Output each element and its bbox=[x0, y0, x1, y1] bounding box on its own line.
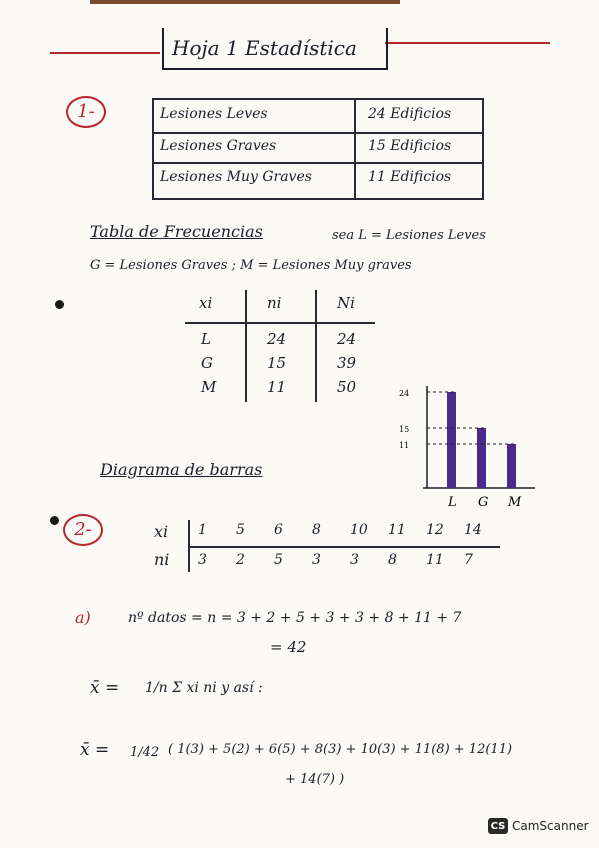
bullet bbox=[50, 516, 59, 525]
building-count: 24 Edificios bbox=[368, 106, 452, 122]
row-label-ni: ni bbox=[154, 550, 170, 569]
y-tick-label: 11 bbox=[399, 441, 410, 450]
legend-line-2: G = Lesiones Graves ; M = Lesiones Muy graves bbox=[90, 258, 412, 273]
mean-calc-line-1: ( 1(3) + 5(2) + 6(5) + 8(3) + 10(3) + 11(8) + 12(11) bbox=[168, 742, 513, 757]
building-count: 11 Edificios bbox=[368, 169, 452, 185]
ni-value: 3 bbox=[350, 552, 359, 568]
injury-type: Lesiones Muy Graves bbox=[160, 169, 312, 185]
x-tick-label: M bbox=[508, 495, 522, 510]
cell-ni: 11 bbox=[267, 378, 287, 396]
cell-ni: 24 bbox=[267, 330, 287, 348]
header-rule-right bbox=[385, 42, 550, 44]
frequency-table-title: Tabla de Frecuencias bbox=[90, 222, 263, 241]
cell-xi: M bbox=[201, 378, 217, 396]
table-row bbox=[154, 138, 482, 166]
col-header-Ni: Ni bbox=[337, 294, 355, 312]
ni-value: 11 bbox=[426, 552, 444, 568]
xi-value: 8 bbox=[312, 522, 321, 538]
cell-Ni: 50 bbox=[337, 378, 357, 396]
legend-line-1: sea L = Lesiones Leves bbox=[332, 228, 486, 243]
row-label-xi: xi bbox=[154, 522, 169, 541]
camscanner-brand: CamScanner bbox=[512, 819, 589, 833]
col-header-xi: xi bbox=[199, 294, 213, 312]
table-rule bbox=[188, 546, 500, 548]
camscanner-logo: CS bbox=[488, 818, 508, 834]
cell-xi: G bbox=[201, 354, 213, 372]
mean-calc-fraction: 1/42 bbox=[130, 745, 160, 760]
xi-value: 6 bbox=[274, 522, 283, 538]
bar bbox=[507, 444, 516, 488]
bar bbox=[477, 428, 486, 488]
bar-diagram-title: Diagrama de barras bbox=[100, 460, 263, 479]
xi-value: 12 bbox=[426, 522, 444, 538]
ni-value: 8 bbox=[388, 552, 397, 568]
mean-calc-line-2: + 14(7) ) bbox=[285, 772, 345, 787]
camscanner-watermark bbox=[488, 818, 589, 834]
col-header-ni: ni bbox=[267, 294, 282, 312]
page-title: Hoja 1 Estadística bbox=[172, 36, 357, 60]
xi-value: 1 bbox=[198, 522, 207, 538]
x-tick-label: L bbox=[448, 495, 457, 510]
y-tick-label: 15 bbox=[399, 425, 410, 434]
ni-value: 3 bbox=[198, 552, 207, 568]
cell-Ni: 39 bbox=[337, 354, 357, 372]
ni-value: 5 bbox=[274, 552, 283, 568]
bar bbox=[447, 392, 456, 488]
mean-calc-lhs: x̄ = bbox=[80, 740, 110, 760]
bullet bbox=[55, 300, 64, 309]
part-a-label: a) bbox=[75, 608, 91, 627]
table-row bbox=[154, 106, 482, 134]
xi-value: 14 bbox=[464, 522, 482, 538]
xi-value: 11 bbox=[388, 522, 406, 538]
table-divider bbox=[315, 290, 317, 402]
paper-top-edge bbox=[90, 0, 400, 4]
xi-value: 5 bbox=[236, 522, 245, 538]
injury-summary-table bbox=[152, 98, 484, 200]
cell-Ni: 24 bbox=[337, 330, 357, 348]
ni-value: 2 bbox=[236, 552, 245, 568]
building-count: 15 Edificios bbox=[368, 138, 452, 154]
data-table-2 bbox=[150, 520, 510, 580]
ni-value: 3 bbox=[312, 552, 321, 568]
ni-value: 7 bbox=[464, 552, 473, 568]
x-tick-label: G bbox=[478, 495, 489, 510]
frequency-table bbox=[185, 290, 385, 405]
injury-type: Lesiones Leves bbox=[160, 106, 268, 122]
injury-type: Lesiones Graves bbox=[160, 138, 277, 154]
bar-chart bbox=[395, 380, 545, 520]
mean-definition-lhs: x̄ = bbox=[90, 678, 120, 698]
cell-ni: 15 bbox=[267, 354, 287, 372]
xi-value: 10 bbox=[350, 522, 368, 538]
n-result: = 42 bbox=[270, 638, 307, 656]
y-tick-label: 24 bbox=[399, 389, 410, 398]
table-header-rule bbox=[185, 322, 375, 324]
header-rule-left bbox=[50, 52, 160, 54]
table-divider bbox=[245, 290, 247, 402]
section-1-number: 1- bbox=[66, 96, 106, 128]
n-sum-line: nº datos = n = 3 + 2 + 5 + 3 + 3 + 8 + 11 + 7 bbox=[128, 610, 462, 626]
mean-definition-rhs: 1/n Σ xi ni y así : bbox=[145, 680, 263, 696]
cell-xi: L bbox=[201, 330, 211, 348]
table-row bbox=[154, 169, 482, 197]
section-2-number: 2- bbox=[63, 514, 103, 546]
